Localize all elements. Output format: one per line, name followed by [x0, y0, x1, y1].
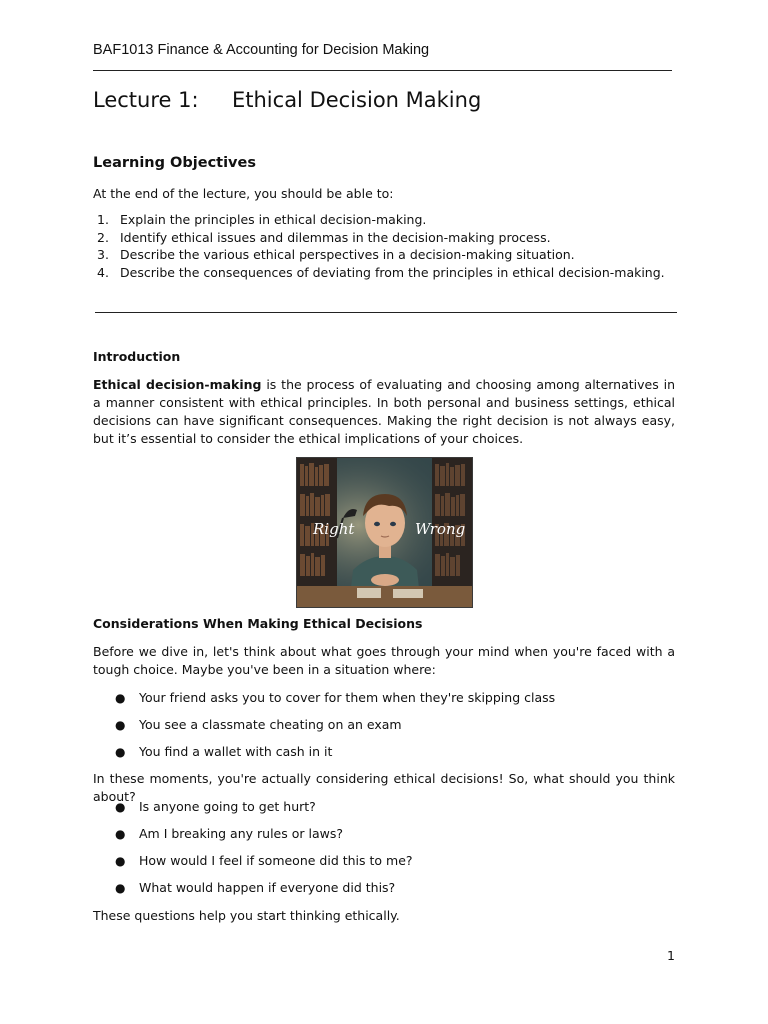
- bullet-icon: ●: [115, 827, 126, 841]
- situations-list: [93, 689, 673, 770]
- lecture-number: Lecture 1:: [93, 88, 199, 112]
- wrong-label: Wrong: [415, 520, 466, 538]
- bullet-icon: ●: [115, 718, 126, 732]
- lecture-title: Ethical Decision Making: [232, 88, 482, 112]
- list-item: ● You find a wallet with cash in it: [93, 743, 673, 770]
- section-divider: [95, 312, 677, 313]
- list-item: ● Your friend asks you to cover for them when they're skipping class: [93, 689, 673, 716]
- list-item: ● You see a classmate cheating on an exam: [93, 716, 673, 743]
- objective-item: 4. Describe the consequences of deviating from the principles in ethical decision-making.: [97, 264, 665, 280]
- objective-item: 3. Describe the various ethical perspectives in a decision-making situation.: [97, 247, 575, 262]
- considerations-intro: Before we dive in, let's think about what goes through your mind when you're faced with a tough choice. Maybe you've been in a situation where:: [93, 644, 675, 677]
- bullet-icon: ●: [115, 800, 126, 814]
- considerations-bridge: In these moments, you're actually considering ethical decisions! So, what should you think about?: [93, 771, 675, 804]
- objectives-heading: Learning Objectives: [93, 155, 256, 171]
- bullet-icon: ●: [115, 745, 126, 759]
- page-title: [93, 88, 481, 112]
- page-number: 1: [667, 948, 675, 963]
- bullet-icon: ●: [115, 691, 126, 705]
- introduction-heading: Introduction: [93, 349, 181, 364]
- objective-item: 1. Explain the principles in ethical decision-making.: [97, 212, 427, 227]
- objectives-list: [93, 211, 683, 281]
- introduction-paragraph: Ethical decision-making is the process of evaluating and choosing among alternatives in a manner consistent with ethical principles. In both personal and business settings, ethical decisions can have significant consequences. Making the right decision is not always easy, but it’s essential to consider the ethical implications of your choices.: [93, 377, 675, 446]
- list-item: ● What would happen if everyone did this?: [93, 879, 673, 906]
- list-item: ● Am I breaking any rules or laws?: [93, 825, 673, 852]
- list-item: ● How would I feel if someone did this to me?: [93, 852, 673, 879]
- header-rule: [93, 70, 672, 71]
- considerations-closing: These questions help you start thinking ethically.: [93, 908, 400, 923]
- objectives-intro: At the end of the lecture, you should be able to:: [93, 186, 394, 201]
- bullet-icon: ●: [115, 854, 126, 868]
- questions-list: [93, 798, 673, 906]
- list-item: ● Is anyone going to get hurt?: [93, 798, 673, 825]
- right-label: Right: [313, 520, 355, 538]
- bullet-icon: ●: [115, 881, 126, 895]
- key-term: Ethical decision-making: [93, 377, 262, 392]
- running-header: BAF1013 Finance & Accounting for Decision Making: [93, 42, 430, 58]
- objective-item: 2. Identify ethical issues and dilemmas in the decision-making process.: [97, 229, 551, 245]
- illustration-boy-right-wrong: [296, 457, 473, 608]
- considerations-heading: Considerations When Making Ethical Decisions: [93, 616, 423, 631]
